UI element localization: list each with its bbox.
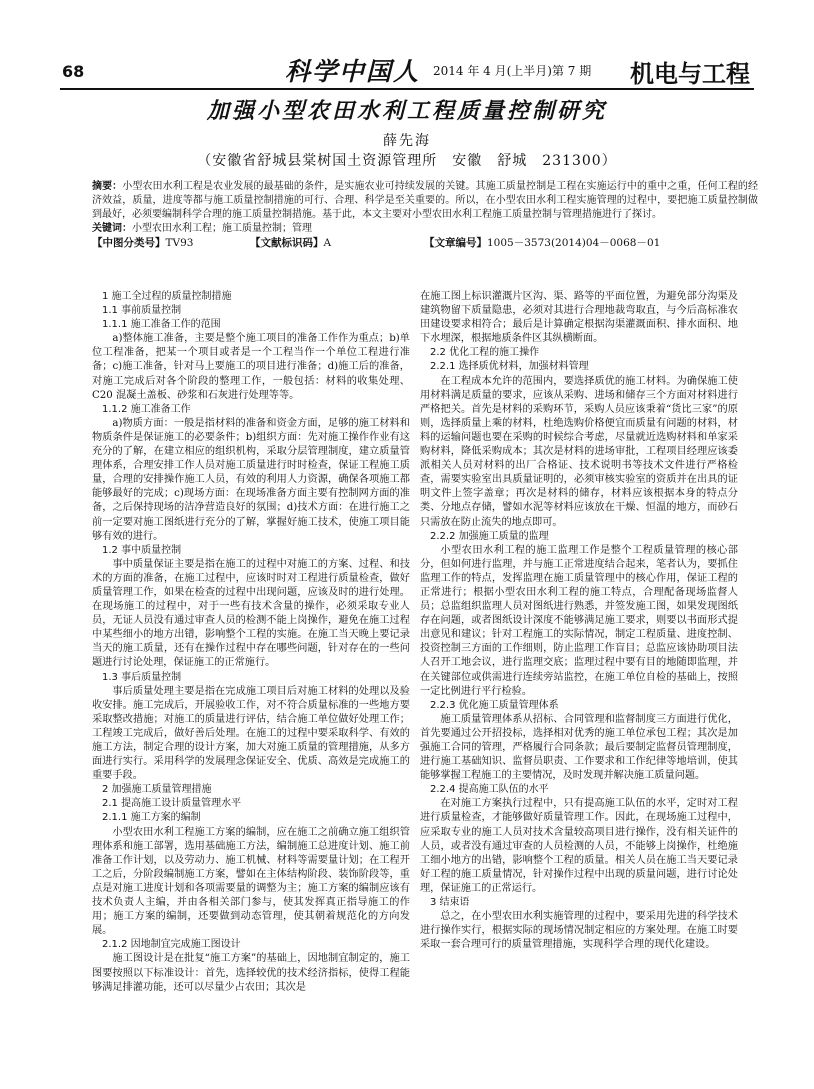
section-heading: 3 结束语 bbox=[430, 897, 470, 909]
subsubsection-heading: 2.2.2 加强施工质量的监理 bbox=[430, 530, 549, 542]
subsubsection-heading: 2.2.4 提高施工队伍的水平 bbox=[430, 784, 549, 796]
keywords-label: 关键词： bbox=[92, 223, 132, 234]
body-paragraph: a)整体施工准备，主要是整个施工项目的准备工作作为重点；b)单位工程准备，把某一个项目或者是一个工程当作一个单位工程进行准备；c)施工准备，针对马上要施工的项目进行准备；d)施工后的准备，对施工完成后对各个阶段的整理工作，一般包括：材料的收集处理、C20 混凝土盖板、砂浆和石灰进行处理等等。 bbox=[92, 333, 410, 401]
issue-info: 2014 年 4 月(上半月)第 7 期 bbox=[433, 64, 592, 78]
subsection-heading: 2.1 提高施工设计质量管理水平 bbox=[102, 798, 242, 810]
section-heading: 2 加强施工质量管理措施 bbox=[102, 784, 212, 796]
clc-value: TV93 bbox=[165, 237, 194, 249]
body-paragraph: 在施工图上标识灌溉片区沟、渠、路等的平面位置，为避免部分沟渠及建筑物留下质量隐患，必须对其进行合理地裁弯取直，与今后高标准农田建设要求相符合；最后是计算确定根据沟渠灌溉面积、排水面积、地下水埋深，根据地质条件区其纵横断面。 bbox=[420, 291, 738, 345]
author-affiliation: （安徽省舒城县棠树国土资源管理所 安徽 舒城 231300） bbox=[197, 153, 617, 169]
keywords bbox=[92, 222, 758, 236]
body-paragraph: 施工质量管理体系从招标、合同管理和监督制度三方面进行优化，首先要通过公开招投标，选择相对优秀的施工单位承包工程；其次是加强施工合同的管理，严格履行合同条款；最后要制定监督员管理制度，进行施工基础知识、监督员职责、工作要求和工作纪律等地培训，使其能够掌握工程施工的主要情况，及时发现并解决施工质量问题。 bbox=[420, 713, 738, 782]
subsubsection-heading: 2.1.2 因地制宜完成施工图设计 bbox=[102, 939, 241, 951]
section-title: 机电与工程 bbox=[630, 60, 750, 88]
abstract bbox=[92, 180, 758, 222]
abstract-text: 小型农田水利工程是农业发展的最基础的条件，是实施农业可持续发展的关键。其施工质量控制是工程在实施运行中的重中之重，任何工程的经济效益，质量，进度等都与施工质量控制措施的可行、合理、科学是至关重要的。所以，在小型农田水利工程实施管理的过程中，要把施工质量控制做到最好，必须要编制科学合理的施工质量控制措施。基于此，本文主要对小型农田水利工程施工质量控制与管理措施进行了探讨。 bbox=[92, 181, 759, 220]
doc-code-value: A bbox=[323, 237, 332, 249]
article-number-value: 1005－3573(2014)04－0068－01 bbox=[487, 237, 661, 249]
abstract-block bbox=[92, 180, 758, 250]
body-paragraph: 小型农田水利工程施工方案的编制，应在施工之前确立施工组织管理体系和施工部署，选用基础施工方法，编制施工总进度计划、施工前准备工作计划，以及劳动力、施工机械、材料等需要量计划；在工程开工之后，分阶段编制施工方案，譬如在主体结构阶段、装饰阶段等，重点是对施工进度计划和各项需要量的调整为主；施工方案的编制应该有技术负责人主编，并由各相关部门参与，使其发挥真正指导施工的作用；施工方案的编制，还要做到动态管理，使其朝着规范化的方向发展。 bbox=[92, 826, 410, 937]
body-right-column bbox=[420, 290, 738, 952]
article-author: 薛先海 bbox=[383, 133, 431, 149]
body-paragraph: a)物质方面：一般是指材料的准备和资金方面，足够的施工材料和物质条件是保证施工的必要条件；b)组织方面：先对施工操作作业有这充分的了解，在建立相应的组织机构，采取分层管理制度，建立质量管理体系，合理安排工作人员对施工质量进行时时检查，保证工程施工质量，合理的安排操作施工人员，有效的利用人力资源，确保各项施工都能够最好的完成；c)现场方面：在现场准备方面主要有控制网方面的准备，之后保持现场的洁净营造良好的氛围；d)技术方面：在进行施工之前一定要对施工图纸进行充分的了解，掌握好施工技术，使施工项目能够有效的进行。 bbox=[92, 417, 410, 542]
page-header bbox=[60, 52, 754, 90]
section-heading: 1 施工全过程的质量控制措施 bbox=[102, 291, 232, 302]
abstract-label: 摘要： bbox=[92, 181, 123, 192]
subsubsection-heading: 2.2.3 优化施工质量管理体系 bbox=[430, 699, 559, 711]
article-number bbox=[424, 236, 660, 250]
subsubsection-heading: 1.1.2 施工准备工作 bbox=[102, 403, 191, 415]
clc-number bbox=[92, 236, 250, 250]
body-paragraph: 小型农田水利工程的施工监理工作是整个工程质量管理的核心部分，但如何进行监理，并与施工正常进度结合起来，笔者认为，要抓住监理工作的特点，发挥监理在施工质量管理中的核心作用，保证工程的正常进行；根据小型农田水利工程的施工特点，合理配备现场监督人员；总监组织监理人员对图纸进行熟悉，并签发施工图，如果发现图纸存在问题，或者图纸设计深度不能够满足施工要求，则要以书面形式提出意见和建议；针对工程施工的实际情况，制定工程质量、进度控制、投资控制三方面的工作细则，防止监理工作盲目；总监应该协助项目法人召开工地会议，进行监理交底；监理过程中要有目的地随即监理，并在关键部位或供需进行连续旁站监控，在施工单位自检的基础上，按照一定比例进行平行检验。 bbox=[420, 544, 738, 697]
subsection-heading: 2.2 优化工程的施工操作 bbox=[430, 347, 540, 359]
subsection-heading: 1.1 事前质量控制 bbox=[102, 305, 182, 317]
document-code bbox=[250, 236, 424, 250]
doc-code-label: 【文献标识码】 bbox=[250, 237, 324, 249]
subsubsection-heading: 2.2.1 选择质优材料，加强材料管理 bbox=[430, 361, 589, 373]
page-number: 68 bbox=[62, 62, 85, 81]
clc-label: 【中图分类号】 bbox=[92, 237, 166, 249]
subsubsection-heading: 1.1.1 施工准备工作的范围 bbox=[102, 319, 221, 331]
body-paragraph: 总之，在小型农田水利实施管理的过程中，要采用先进的科学技术进行操作实行，根据实际的现场情况制定相应的方案处理。在施工时要采取一套合理可行的质量管理措施，实现科学合理的现代化建设。 bbox=[420, 911, 738, 951]
body-left-column bbox=[92, 290, 410, 995]
body-paragraph: 事中质量保证主要是指在施工的过程中对施工的方案、过程、和技术的方面的准备，在施工过程中，应该时时对工程进行质量检查，做好质量管理工作，如果在检查的过程中出现问题，应该及时的进行处理。在现场施工的过程中，对于一些有技术含量的操作，必须采取专业人员，无证人员没有通过审查人员的检测不能上岗操作，避免在施工过程中某些细小的地方出错，影响整个工程的实施。在施工当天晚上要记录当天的施工质量，还有在操作过程中存在哪些问题，针对存在的一些问题进行讨论处理，保证施工的正常施行。 bbox=[92, 558, 410, 669]
journal-masthead: 科学中国人 bbox=[285, 57, 421, 86]
body-paragraph: 事后质量处理主要是指在完成施工项目后对施工材料的处理以及验收安排。施工完成后，开展验收工作，对不符合质量标准的一些地方要采取整改措施；对施工的质量进行评估，结合施工单位做好处理工作；工程竣工完成后，做好善后处理。在施工的过程中要采取科学、有效的施工方法，制定合理的设计方案，加大对施工质量的管理措施，从多方面进行实行。采用科学的发展理念保证安全、优质、高效是完成施工的重要手段。 bbox=[92, 685, 410, 782]
subsection-heading: 1.3 事后质量控制 bbox=[102, 671, 182, 683]
article-number-label: 【文章编号】 bbox=[424, 237, 487, 249]
body-paragraph: 施工图设计是在批复“施工方案”的基础上，因地制宜制定的，施工图要按照以下标准设计：首先，选择较优的技术经济指标，使得工程能够满足排灌功能，还可以尽量少占农田；其次是 bbox=[92, 953, 410, 993]
body-paragraph: 在对施工方案执行过程中，只有提高施工队伍的水平，定时对工程进行质量检查，才能够做好质量管理工作。因此，在现场施工过程中，应采取专业的施工人员对技术含量较高项目进行操作，没有相关证件的人员，或者没有通过审查的人员检测的人员，不能够上岗操作，杜绝施工细小地方的出错，影响整个工程的质量。相关人员在施工当天要记录好工程的施工质量情况，针对操作过程中出现的质量问题，进行讨论处理，保证施工的正常运行。 bbox=[420, 798, 738, 894]
article-title: 加强小型农田水利工程质量控制研究 bbox=[206, 98, 607, 124]
subsubsection-heading: 2.1.1 施工方案的编制 bbox=[102, 812, 201, 824]
classification-line bbox=[92, 236, 758, 250]
keywords-text: 小型农田水利工程；施工质量控制；管理 bbox=[132, 223, 312, 234]
body-paragraph: 在工程成本允许的范围内，要选择质优的施工材料。为确保施工使用材料满足质量的要求，应该从采购、进场和储存三个方面对材料进行严格把关。首先是材料的采购环节，采购人员应该秉着“货比三家”的原则，选择质量上乘的材料，杜绝选购价格便宜而质量有问题的材料，材料的运输问题也要在采购的时候综合考虑，尽量就近选购材料和单家采购材料，降低采购成本；其次是材料的进场审批，工程项目经理应该委派相关人员对材料的出厂合格证、技术说明书等技术文件进行严格检查，需要实验室出具质量证明的，必须审核实验室的资质并在出具的证明文件上签字盖章；再次是材料的储存，材料应该根据本身的特点分类、分地点存储，譬如水泥等材料应该放在干燥、恒温的地方，而砂石只需放在防止流失的地点即可。 bbox=[420, 375, 738, 528]
subsection-heading: 1.2 事中质量控制 bbox=[102, 544, 182, 556]
